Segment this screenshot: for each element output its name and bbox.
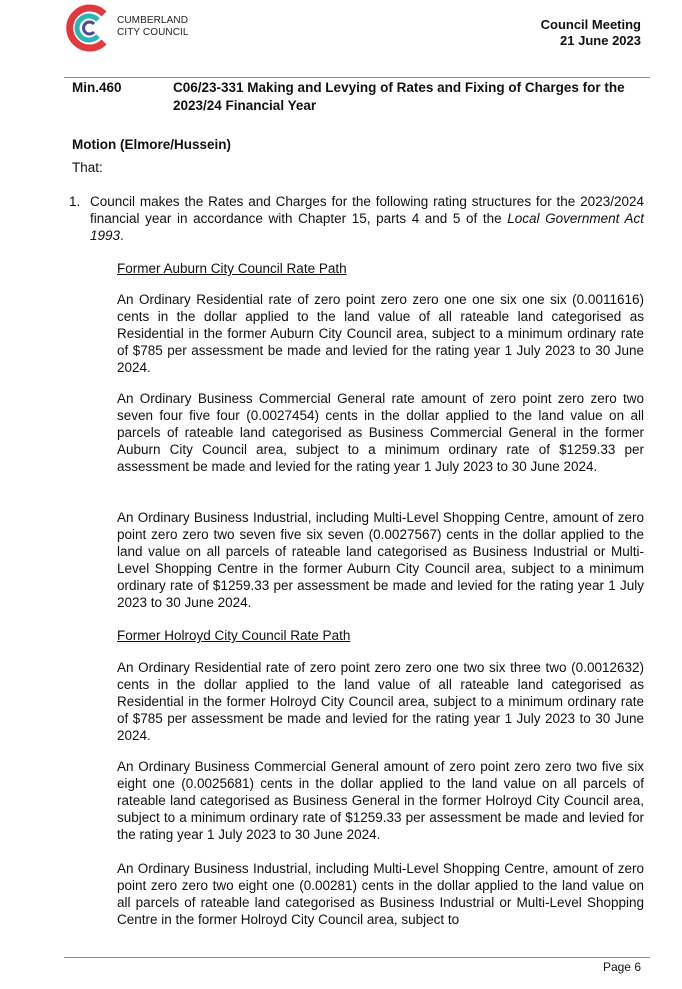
item-number: 1.	[69, 194, 81, 209]
auburn-heading: Former Auburn City Council Rate Path	[117, 261, 347, 276]
item-text	[90, 193, 644, 244]
holroyd-residential-paragraph: An Ordinary Residential rate of zero point zero zero one two six three two (0.0012632) cents in the dollar applied to the land value of all rateable land categorised as Residential in the former Holroyd City Council area, subject to a minimum ordinary rate of $785 per assessment be made and levied for the rating year 1 July 2023 to 30 June 2024.	[117, 660, 644, 743]
page-number: Page 6	[602, 960, 641, 974]
auburn-business-industrial-paragraph: An Ordinary Business Industrial, including Multi-Level Shopping Centre, amount of zero point zero zero two seven five six seven (0.0027567) cents in the dollar applied to the land value on all parcels of rateable land categorised as Business Industrial or Multi-Level Shopping Centre in the former Auburn City Council area, subject to a minimum ordinary rate of $1259.33 per assessment be made and levied for the rating year 1 July 2023 to 30 June 2024.	[117, 510, 644, 610]
item-text-before: Council makes the Rates and Charges for the following rating structures for the 2023/2024 financial year in accordance with Chapter 15, parts 4 and 5 of the	[90, 194, 644, 226]
meeting-header	[541, 17, 641, 49]
header-divider	[64, 77, 650, 78]
logo-wordmark	[117, 15, 189, 39]
minute-number: Min.460	[72, 80, 122, 95]
auburn-business-commercial-paragraph: An Ordinary Business Commercial General rate amount of zero point zero zero two seven four five four (0.0027454) cents in the dollar applied to the land value on all parcels of rateable land categorised as Business Commercial General in the former Auburn City Council area, subject to a minimum ordinary rate of $1259.33 per assessment be made and levied for the rating year 1 July 2023 to 30 June 2024.	[117, 391, 644, 474]
item-text-act: Local Government Act 1993	[90, 211, 645, 243]
minute-title: C06/23-331 Making and Levying of Rates and Fixing of Charges for the 2023/24 Financial Year	[173, 80, 625, 113]
holroyd-heading: Former Holroyd City Council Rate Path	[117, 628, 351, 643]
holroyd-business-commercial-paragraph: An Ordinary Business Commercial General amount of zero point zero zero two five six eight one (0.0025681) cents in the dollar applied to the land value on all parcels of rateable land categorised as Business General in the former Holroyd City Council area, subject to a minimum ordinary rate of $1259.33 per assessment be made and levied for the rating year 1 July 2023 to 30 June 2024.	[117, 759, 644, 842]
holroyd-business-industrial-paragraph: An Ordinary Business Industrial, including Multi-Level Shopping Centre, amount of zero point zero zero two eight one (0.00281) cents in the dollar applied to the land value on all parcels of rateable land categorised as Business Industrial or Multi-Level Shopping Centre in the former Holroyd City Council area, subject to	[117, 861, 644, 927]
meeting-title: Council Meeting	[540, 17, 641, 32]
auburn-residential-paragraph: An Ordinary Residential rate of zero point zero zero one one six one six (0.0011616) cents in the dollar applied to the land value of all rateable land categorised as Residential in the former Auburn City Council area, subject to a minimum ordinary rate of $785 per assessment be made and levied for the rating year 1 July 2023 to 30 June 2024.	[117, 292, 644, 375]
footer-divider	[64, 957, 650, 958]
motion-that: That:	[72, 160, 103, 175]
motion-label: Motion (Elmore/Hussein)	[72, 137, 232, 152]
item-text-after: .	[120, 228, 124, 243]
logo-line-1: CUMBERLAND	[117, 15, 189, 26]
cumberland-logo-icon	[64, 4, 112, 52]
meeting-date: 21 June 2023	[560, 33, 641, 48]
logo-line-2: CITY COUNCIL	[117, 27, 189, 38]
